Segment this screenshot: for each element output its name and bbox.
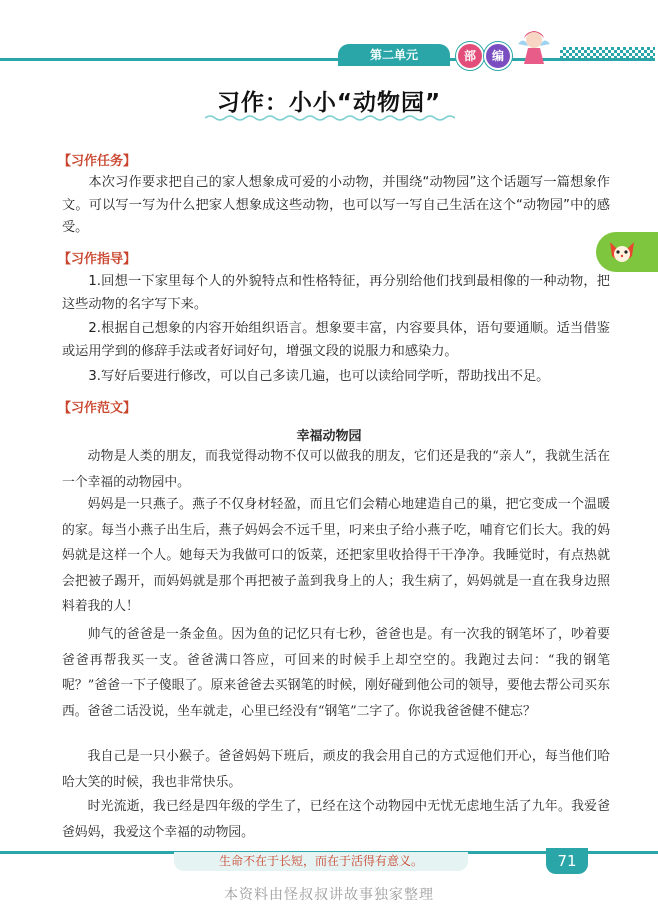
essay-paragraph-5: 时光流逝，我已经是四年级的学生了，已经在这个动物园中无忧无虑地生活了九年。我爱爸爸妈妈，我爱这个幸福的动物园。 [62, 799, 610, 840]
guide-paragraph-1: 1.回想一下家里每个人的外貌特点和性格特征，再分别给他们找到最相像的一种动物，把这些动物的名字写下来。 [62, 274, 610, 312]
watermark-text: 本资料由怪叔叔讲故事独家整理 [224, 887, 434, 903]
fox-face-icon [606, 236, 638, 268]
essay-paragraph-2: 妈妈是一只燕子。燕子不仅身材轻盈，而且它们会精心地建造自己的巢，把它变成一个温暖的家。每当小燕子出生后，燕子妈妈会不远千里，叼来虫子给小燕子吃，哺育它们长大。我的妈妈就是这样一个人。她每天为我做可口的饭菜，还把家里收拾得干干净净。我睡觉时，有点热就会把被子踢开，而妈妈就是那个再把被子盖到我身上的人；我生病了，妈妈就是一直在我身边照料着我的人！ [62, 497, 610, 614]
essay-title: 幸福动物园 [296, 429, 362, 444]
page-title: 习作：小小“动物园” [216, 90, 442, 116]
header-rule [0, 58, 655, 61]
section-heading-model: 【习作范文】 [58, 401, 137, 416]
essay-paragraph-1: 动物是人类的朋友，而我觉得动物不仅可以做我的朋友，它们还是我的“亲人”，我就生活在一个幸福的动物园中。 [62, 449, 610, 490]
footer-motto: 生命不在于长短，而在于活得有意义。 [174, 852, 468, 871]
essay-paragraph-4: 我自己是一只小猴子。爸爸妈妈下班后，顽皮的我会用自己的方式逗他们开心，每当他们哈哈大笑的时候，我也非常快乐。 [62, 749, 610, 790]
section-heading-guide: 【习作指导】 [58, 252, 137, 267]
essay-paragraph-3: 帅气的爸爸是一条金鱼。因为鱼的记忆只有七秒，爸爸也是。有一次我的钢笔坏了，吵着要爸爸再帮我买一支。爸爸满口答应，可回来的时候手上却空空的。我跑过去问：“我的钢笔呢？”爸爸一下子傻眼了。原来爸爸去买钢笔的时候，刚好碰到他公司的领导，要他去帮公司买东西。爸爸二话没说，坐车就走，心里已经没有“钢笔”二字了。你说我爸爸健不健忘？ [62, 627, 610, 719]
page-number: 71 [546, 848, 588, 874]
badge-bian: 编 [484, 42, 512, 70]
header-checker-pattern [560, 47, 655, 59]
guide-paragraph-2: 2.根据自己想象的内容开始组织语言。想象要丰富，内容要具体，语句要通顺。适当借鉴或运用学到的修辞手法或者好词好句，增强文段的说服力和感染力。 [62, 321, 610, 359]
task-paragraph: 本次习作要求把自己的家人想象成可爱的小动物，并围绕“动物园”这个话题写一篇想象作文。可以写一写为什么把家人想象成这些动物，也可以写一写自己生活在这个“动物园”中的感受。 [62, 175, 610, 235]
title-wave-divider [205, 114, 455, 122]
fairy-mascot-icon [514, 26, 554, 66]
guide-paragraph-3: 3.写好后要进行修改，可以自己多读几遍，也可以读给同学听，帮助找出不足。 [88, 369, 550, 384]
unit-label: 第二单元 [338, 44, 450, 66]
section-heading-task: 【习作任务】 [58, 154, 137, 169]
badge-bu: 部 [456, 42, 484, 70]
